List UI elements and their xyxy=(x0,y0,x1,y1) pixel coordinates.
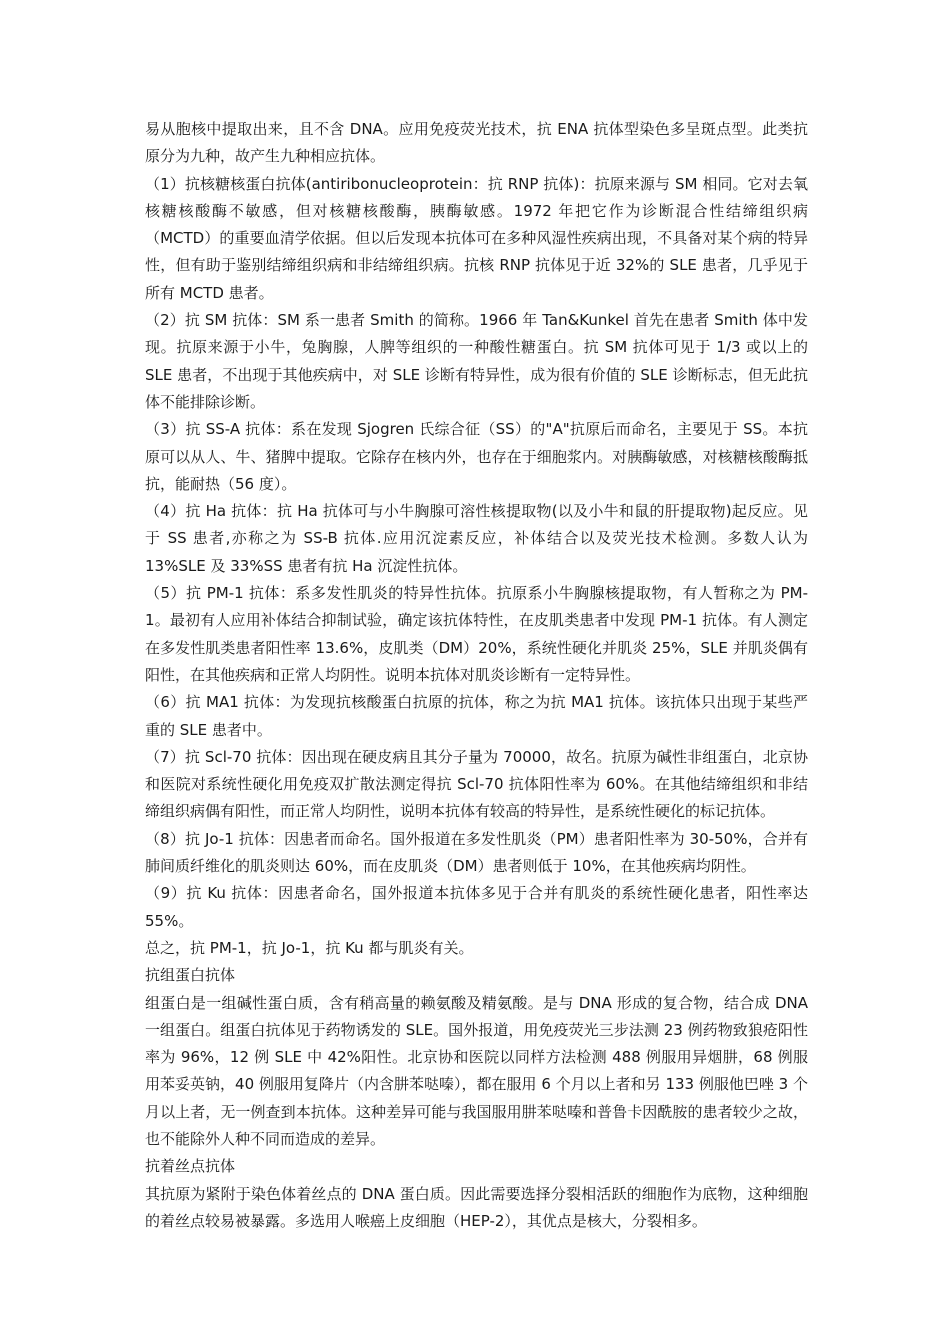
paragraph-anti-centromere: 其抗原为紧附于染色体着丝点的 DNA 蛋白质。因此需要选择分裂相活跃的细胞作为底物，这种细胞的着丝点较易被暴露。多选用人喉癌上皮细胞（HEP-2），其优点是核大，分裂相多。 xyxy=(145,1184,808,1230)
paragraph-anti-ma1: （6）抗 MA1 抗体：为发现抗核酸蛋白抗原的抗体，称之为抗 MA1 抗体。该抗体只出现于某些严重的 SLE 患者中。 xyxy=(145,693,808,739)
paragraph-anti-ku: （9）抗 Ku 抗体：因患者命名，国外报道本抗体多见于合并有肌炎的系统性硬化患者，阳性率达 55%。 xyxy=(145,884,808,930)
document-body xyxy=(145,116,808,1235)
paragraph-anti-ss-a: （3）抗 SS-A 抗体：系在发现 Sjogren 氏综合征（SS）的"A"抗原后而命名，主要见于 SS。本抗原可以从人、牛、猪脾中提取。它除存在核内外，也存在于细胞浆内。对胰酶敏感，对核糖核酸酶抵抗，能耐热（56 度）。 xyxy=(145,420,808,493)
paragraph-summary: 总之，抗 PM-1，抗 Jo-1，抗 Ku 都与肌炎有关。 xyxy=(145,938,474,957)
paragraph-anti-pm-1: （5）抗 PM-1 抗体：系多发性肌炎的特异性抗体。抗原系小牛胸腺核提取物，有人暂称之为 PM-1。最初有人应用补体结合抑制试验，确定该抗体特性，在皮肌类患者中发现 PM-1 抗体。有人测定在多发性肌类患者阳性率 13.6%，皮肌类（DM）20%，系统性硬化并肌炎 25%，SLE 并肌炎偶有阳性，在其他疾病和正常人均阴性。说明本抗体对肌炎诊断有一定特异性。 xyxy=(145,584,808,684)
section-heading-anti-histone: 抗组蛋白抗体 xyxy=(145,966,236,985)
paragraph-anti-scl-70: （7）抗 Scl-70 抗体：因出现在硬皮病且其分子量为 70000，故名。抗原为碱性非组蛋白，北京协和医院对系统性硬化用免疫双扩散法测定得抗 Scl-70 抗体阳性率为 60%。在其他结缔组织和非结缔组织病偶有阳性，而正常人均阴性，说明本抗体有较高的特异性，是系统性硬化的标记抗体。 xyxy=(145,747,808,821)
paragraph-anti-sm: （2）抗 SM 抗体：SM 系一患者 Smith 的简称。1966 年 Tan&Kunkel 首先在患者 Smith 体中发现。抗原来源于小牛，兔胸腺，人脾等组织的一种酸性糖蛋白。抗 SM 抗体可见于 1/3 或以上的 SLE 患者，不出现于其他疾病中，对 SLE 诊断有特异性，成为很有价值的 SLE 诊断标志，但无此抗体不能排除诊断。 xyxy=(145,311,808,411)
paragraph-anti-rnp: （1）抗核糖核蛋白抗体(antiribonucleoprotein：抗 RNP 抗体)：抗原来源与 SM 相同。它对去氧核糖核酸酶不敏感，但对核糖核酸酶，胰酶敏感。1972 年把它作为诊断混合性结缔组织病（MCTD）的重要血清学依据。但以后发现本抗体可在多种风湿性疾病出现，不具备对某个病的特异性，但有助于鉴别结缔组织病和非结缔组织病。抗核 RNP 抗体见于近 32%的 SLE 患者，几乎见于所有 MCTD 患者。 xyxy=(145,174,808,302)
paragraph-anti-jo-1: （8）抗 Jo-1 抗体：因患者而命名。国外报道在多发性肌炎（PM）患者阳性率为 30-50%，合并有肺间质纤维化的肌炎则达 60%，而在皮肌炎（DM）患者则低于 10%，在其他疾病均阴性。 xyxy=(145,829,808,876)
paragraph-anti-histone: 组蛋白是一组碱性蛋白质，含有稍高量的赖氨酸及精氨酸。是与 DNA 形成的复合物，结合成 DNA 一组蛋白。组蛋白抗体见于药物诱发的 SLE。国外报道，用免疫荧光三步法测 23 例药物致狼疮阳性率为 96%，12 例 SLE 中 42%阳性。北京协和医院以同样方法检测 488 例服用异烟肼，68 例服用苯妥英钠，40 例服用复降片（内含肼苯哒嗪），都在服用 6 个月以上者和另 133 例服他巴唑 3 个月以上者，无一例查到本抗体。这种差异可能与我国服用肼苯哒嗪和普鲁卡因酰胺的患者较少之故，也不能除外人种不同而造成的差异。 xyxy=(145,993,808,1148)
paragraph-anti-ha: （4）抗 Ha 抗体：抗 Ha 抗体可与小牛胸腺可溶性核提取物(以及小牛和鼠的肝提取物)起反应。见于 SS 患者,亦称之为 SS-B 抗体.应用沉淀素反应，补体结合以及荧光技术检测。多数人认为 13%SLE 及 33%SS 患者有抗 Ha 沉淀性抗体。 xyxy=(145,502,808,575)
section-heading-anti-centromere: 抗着丝点抗体 xyxy=(145,1157,236,1176)
paragraph-ena-intro: 易从胞核中提取出来，且不含 DNA。应用免疫荧光技术，抗 ENA 抗体型染色多呈斑点型。此类抗原分为九种，故产生九种相应抗体。 xyxy=(145,120,808,166)
